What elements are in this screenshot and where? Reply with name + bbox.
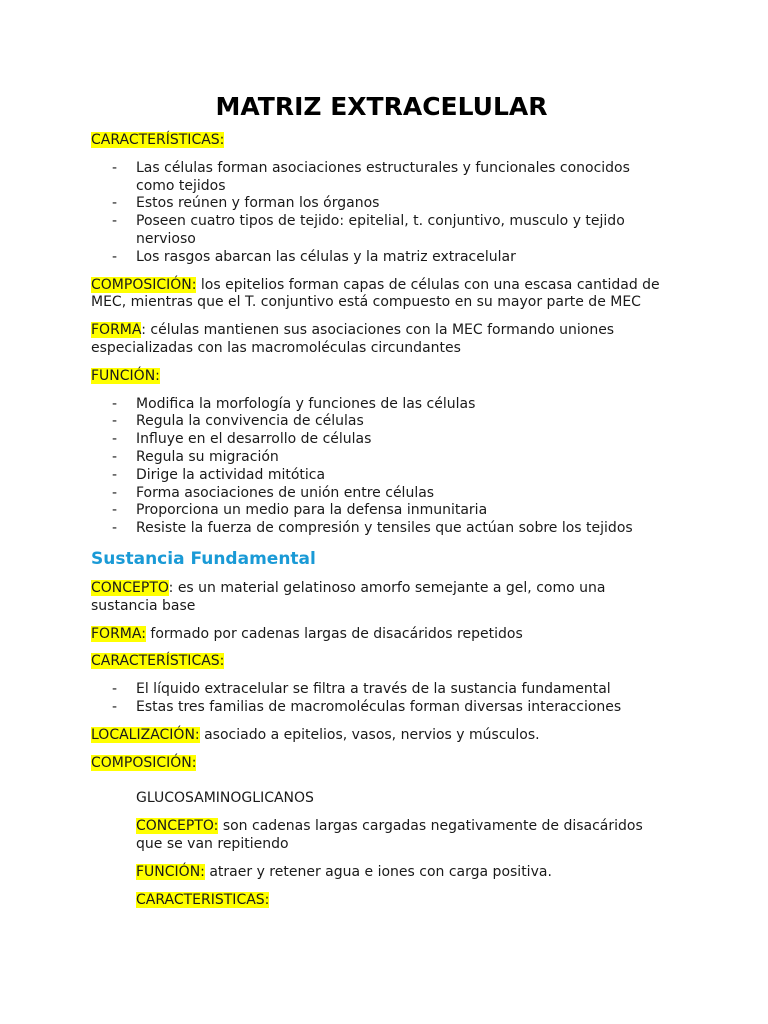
sustancia-caracteristicas-label-line bbox=[91, 653, 672, 671]
concepto-text: : es un material gelatinoso amorfo semejante a gel, como una sustancia base bbox=[91, 579, 606, 614]
caracteristicas-label-line bbox=[91, 132, 672, 150]
list-item bbox=[91, 431, 672, 449]
dash-bullet: - bbox=[112, 698, 118, 715]
list-item-text: Estas tres familias de macromoléculas forman diversas interacciones bbox=[136, 698, 622, 715]
list-item-text: Resiste la fuerza de compresión y tensiles que actúan sobre los tejidos bbox=[136, 520, 633, 537]
list-item-text: Los rasgos abarcan las células y la matriz extracelular bbox=[136, 248, 516, 265]
dash-bullet: - bbox=[112, 413, 118, 430]
list-item-text: El líquido extracelular se filtra a través de la sustancia fundamental bbox=[136, 681, 611, 698]
sustancia-forma-label: FORMA: bbox=[91, 625, 146, 642]
list-item bbox=[91, 396, 672, 414]
forma-label: FORMA bbox=[91, 322, 142, 339]
list-item bbox=[91, 520, 672, 538]
list-item-text: Regula su migración bbox=[136, 448, 279, 465]
gag-caracteristicas-label: CARACTERISTICAS: bbox=[136, 891, 270, 908]
localizacion-label: LOCALIZACIÓN: bbox=[91, 726, 200, 743]
dash-bullet: - bbox=[112, 431, 118, 448]
composicion-label: COMPOSICIÓN: bbox=[91, 276, 197, 293]
sustancia-caracteristicas-list bbox=[91, 681, 672, 717]
sustancia-forma-text: formado por cadenas largas de disacáridos repetidos bbox=[145, 625, 523, 642]
list-item bbox=[91, 213, 672, 249]
concepto-label: CONCEPTO bbox=[91, 579, 169, 596]
list-item-text: Estos reúnen y forman los órganos bbox=[136, 195, 380, 212]
list-item-text: Regula la convivencia de células bbox=[136, 413, 364, 430]
list-item bbox=[91, 467, 672, 485]
dash-bullet: - bbox=[112, 681, 118, 698]
dash-bullet: - bbox=[112, 159, 118, 176]
dash-bullet: - bbox=[112, 395, 118, 412]
caracteristicas-label: CARACTERÍSTICAS: bbox=[91, 132, 225, 148]
list-item-text: Poseen cuatro tipos de tejido: epitelial, t. conjuntivo, musculo y tejido nervioso bbox=[136, 213, 625, 247]
gag-caracteristicas-paragraph bbox=[136, 892, 672, 910]
gag-funcion-label: FUNCIÓN: bbox=[136, 863, 205, 880]
list-item bbox=[91, 449, 672, 467]
funcion-list bbox=[91, 396, 672, 538]
composicion-text: los epitelios forman capas de células con una escasa cantidad de MEC, mientras que el T. conjuntivo está compuesto en su mayor parte de MEC bbox=[91, 276, 660, 311]
gag-funcion-paragraph bbox=[136, 864, 672, 882]
list-item bbox=[91, 485, 672, 503]
list-item-text: Proporciona un medio para la defensa inmunitaria bbox=[136, 502, 488, 519]
caracteristicas-list bbox=[91, 160, 672, 267]
composicion-paragraph bbox=[91, 277, 672, 313]
section-heading-sustancia-fundamental: Sustancia Fundamental bbox=[91, 548, 316, 569]
list-item bbox=[91, 502, 672, 520]
dash-bullet: - bbox=[112, 502, 118, 519]
sustancia-composicion-label: COMPOSICIÓN: bbox=[91, 754, 197, 771]
dash-bullet: - bbox=[112, 195, 118, 212]
gag-concepto-paragraph bbox=[136, 818, 672, 854]
dash-bullet: - bbox=[112, 466, 118, 483]
sustancia-composicion-label-line bbox=[91, 755, 672, 773]
list-item bbox=[91, 249, 672, 267]
list-item-text: Dirige la actividad mitótica bbox=[136, 466, 326, 483]
forma-paragraph bbox=[91, 322, 672, 358]
list-item bbox=[91, 681, 672, 699]
dash-bullet: - bbox=[112, 484, 118, 501]
document-title: MATRIZ EXTRACELULAR bbox=[215, 92, 548, 121]
funcion-label-line bbox=[91, 368, 672, 386]
sustancia-forma-paragraph bbox=[91, 626, 672, 644]
gag-heading: GLUCOSAMINOGLICANOS bbox=[136, 790, 314, 807]
funcion-label: FUNCIÓN: bbox=[91, 367, 160, 384]
dash-bullet: - bbox=[112, 213, 118, 230]
sustancia-caracteristicas-label: CARACTERÍSTICAS: bbox=[91, 653, 225, 670]
dash-bullet: - bbox=[112, 448, 118, 465]
concepto-paragraph bbox=[91, 580, 672, 616]
dash-bullet: - bbox=[112, 248, 118, 265]
localizacion-text: asociado a epitelios, vasos, nervios y músculos. bbox=[199, 726, 540, 743]
list-item-text: Forma asociaciones de unión entre células bbox=[136, 484, 435, 501]
forma-text: : células mantienen sus asociaciones con la MEC formando uniones especializadas con las macromoléculas circundantes bbox=[91, 322, 615, 356]
list-item-text: Modifica la morfología y funciones de las células bbox=[136, 395, 476, 412]
list-item bbox=[91, 195, 672, 213]
list-item bbox=[91, 160, 672, 196]
list-item-text: Influye en el desarrollo de células bbox=[136, 431, 372, 448]
list-item-text: Las células forman asociaciones estructurales y funcionales conocidos como tejidos bbox=[136, 159, 630, 194]
dash-bullet: - bbox=[112, 520, 118, 537]
gag-funcion-text: atraer y retener agua e iones con carga positiva. bbox=[204, 863, 552, 880]
glucosaminoglicanos-block bbox=[136, 790, 672, 909]
list-item bbox=[91, 413, 672, 431]
localizacion-paragraph bbox=[91, 727, 672, 745]
gag-concepto-text: son cadenas largas cargadas negativamente de disacáridos que se van repitiendo bbox=[136, 818, 643, 852]
gag-concepto-label: CONCEPTO: bbox=[136, 818, 219, 835]
list-item bbox=[91, 699, 672, 717]
